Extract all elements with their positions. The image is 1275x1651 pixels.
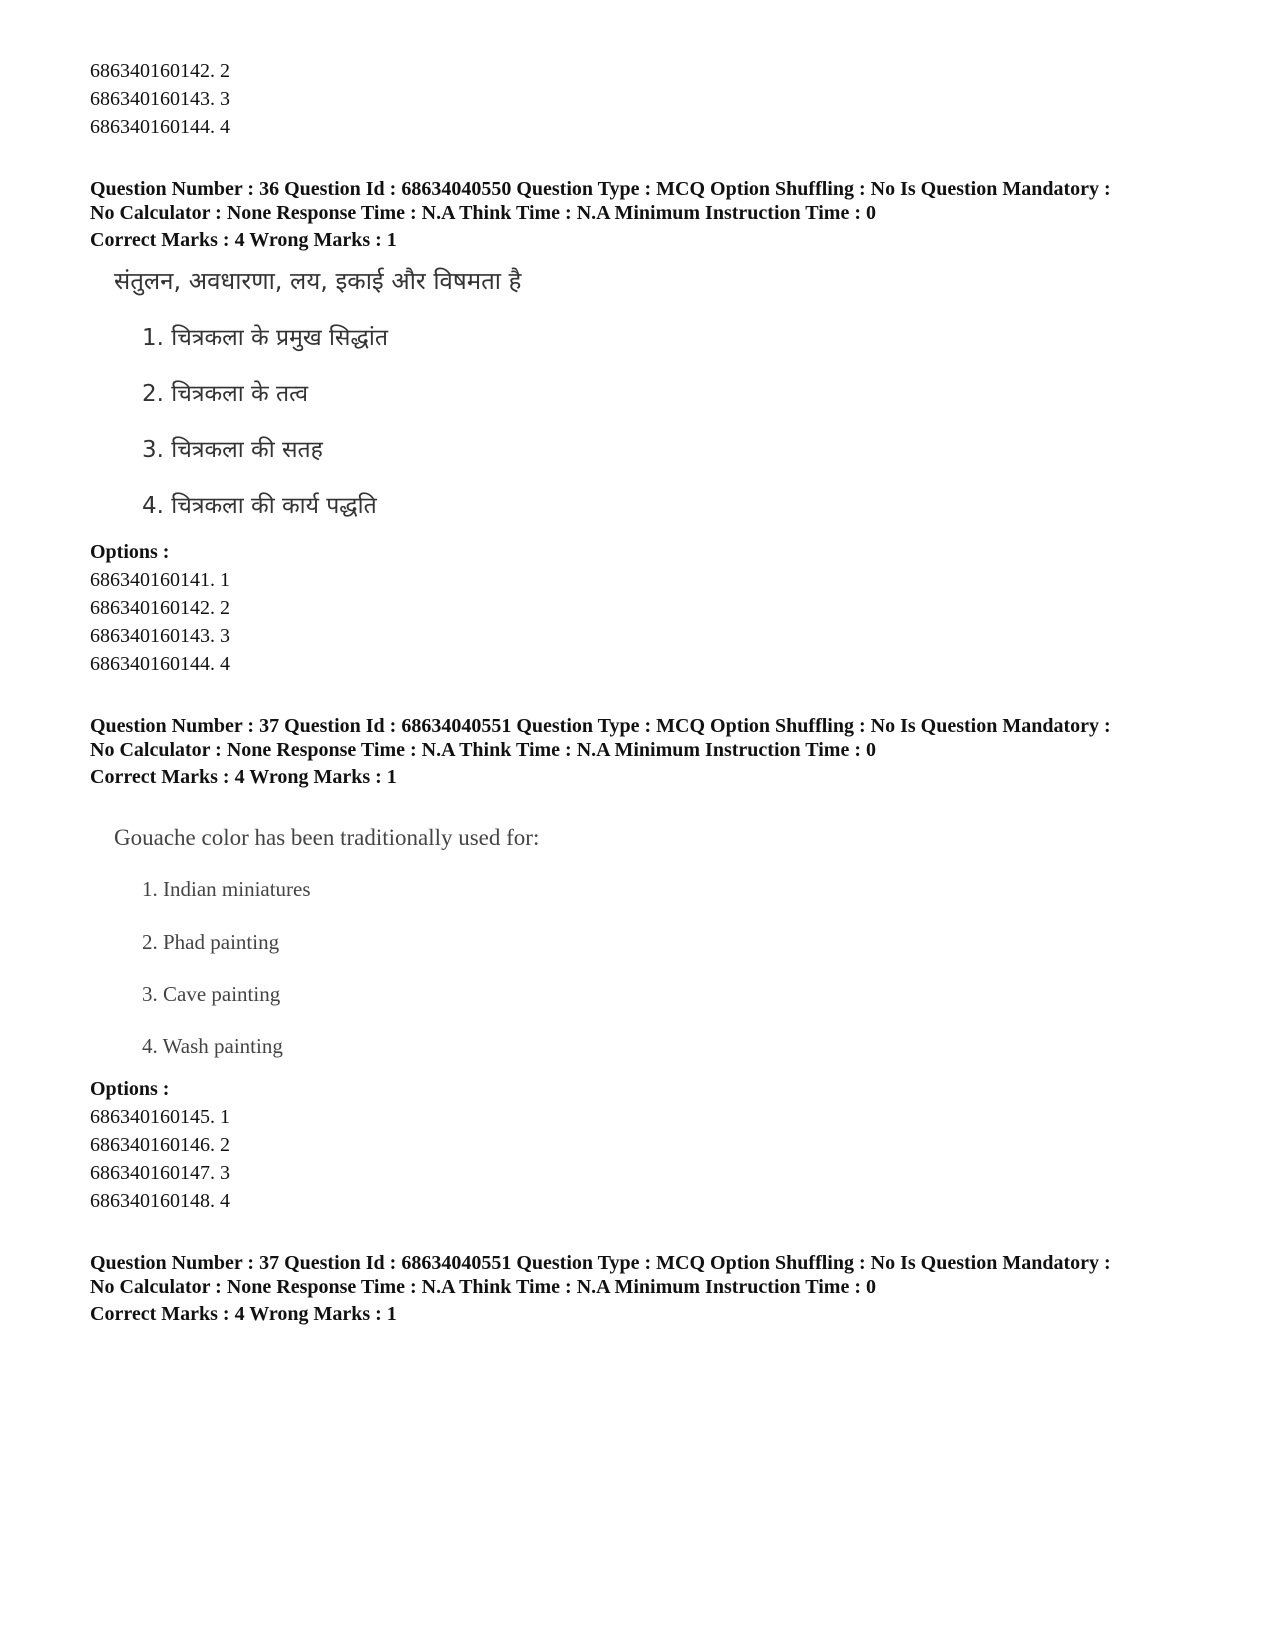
option-line: 686340160144. 4 xyxy=(90,653,230,675)
option-line: 686340160141. 1 xyxy=(90,569,230,591)
question-choice: 2. Phad painting xyxy=(142,930,280,954)
question-image-hindi xyxy=(114,266,1210,532)
question-marks: Correct Marks : 4 Wrong Marks : 1 xyxy=(90,1303,397,1325)
question-choice: 1. Indian miniatures xyxy=(142,877,311,901)
question-choice: 1. चित्रकला के प्रमुख सिद्धांत xyxy=(142,325,388,351)
question-header: Question Number : 37 Question Id : 68634040551 Question Type : MCQ Option Shuffling : No Is Question Mandatory : xyxy=(90,1252,1111,1274)
question-image-english xyxy=(114,803,1210,1069)
option-line: 686340160145. 1 xyxy=(90,1106,230,1128)
question-block-36 xyxy=(90,177,1210,678)
option-line: 686340160144. 4 xyxy=(90,116,230,138)
question-stem: संतुलन, अवधारणा, लय, इकाई और विषमता है xyxy=(114,267,522,295)
question-block-37 xyxy=(90,714,1210,1215)
option-line: 686340160143. 3 xyxy=(90,88,230,110)
question-marks: Correct Marks : 4 Wrong Marks : 1 xyxy=(90,766,397,788)
option-line: 686340160143. 3 xyxy=(90,625,230,647)
question-header-cont: No Calculator : None Response Time : N.A Think Time : N.A Minimum Instruction Time : 0 xyxy=(90,202,876,224)
option-line: 686340160142. 2 xyxy=(90,597,230,619)
document-body xyxy=(90,57,1210,1328)
question-choice: 3. Cave painting xyxy=(142,982,281,1006)
question-choice: 2. चित्रकला के तत्व xyxy=(142,381,309,407)
question-header-cont: No Calculator : None Response Time : N.A Think Time : N.A Minimum Instruction Time : 0 xyxy=(90,1276,876,1298)
question-stem: Gouache color has been traditionally used for: xyxy=(114,825,540,850)
option-line: 686340160147. 3 xyxy=(90,1162,230,1184)
option-line: 686340160148. 4 xyxy=(90,1190,230,1212)
question-header: Question Number : 36 Question Id : 68634040550 Question Type : MCQ Option Shuffling : No Is Question Mandatory : xyxy=(90,178,1111,200)
question-choice: 4. चित्रकला की कार्य पद्धति xyxy=(142,493,377,519)
options-label: Options : xyxy=(90,541,170,563)
question-block-37-repeat xyxy=(90,1251,1210,1328)
option-line: 686340160146. 2 xyxy=(90,1134,230,1156)
option-line: 686340160142. 2 xyxy=(90,60,230,82)
options-label: Options : xyxy=(90,1078,170,1100)
question-header-cont: No Calculator : None Response Time : N.A Think Time : N.A Minimum Instruction Time : 0 xyxy=(90,739,876,761)
question-choice: 3. चित्रकला की सतह xyxy=(142,437,323,463)
question-header: Question Number : 37 Question Id : 68634040551 Question Type : MCQ Option Shuffling : No Is Question Mandatory : xyxy=(90,715,1111,737)
question-marks: Correct Marks : 4 Wrong Marks : 1 xyxy=(90,229,397,251)
previous-options-list xyxy=(90,57,1210,141)
question-choice: 4. Wash painting xyxy=(142,1034,283,1058)
